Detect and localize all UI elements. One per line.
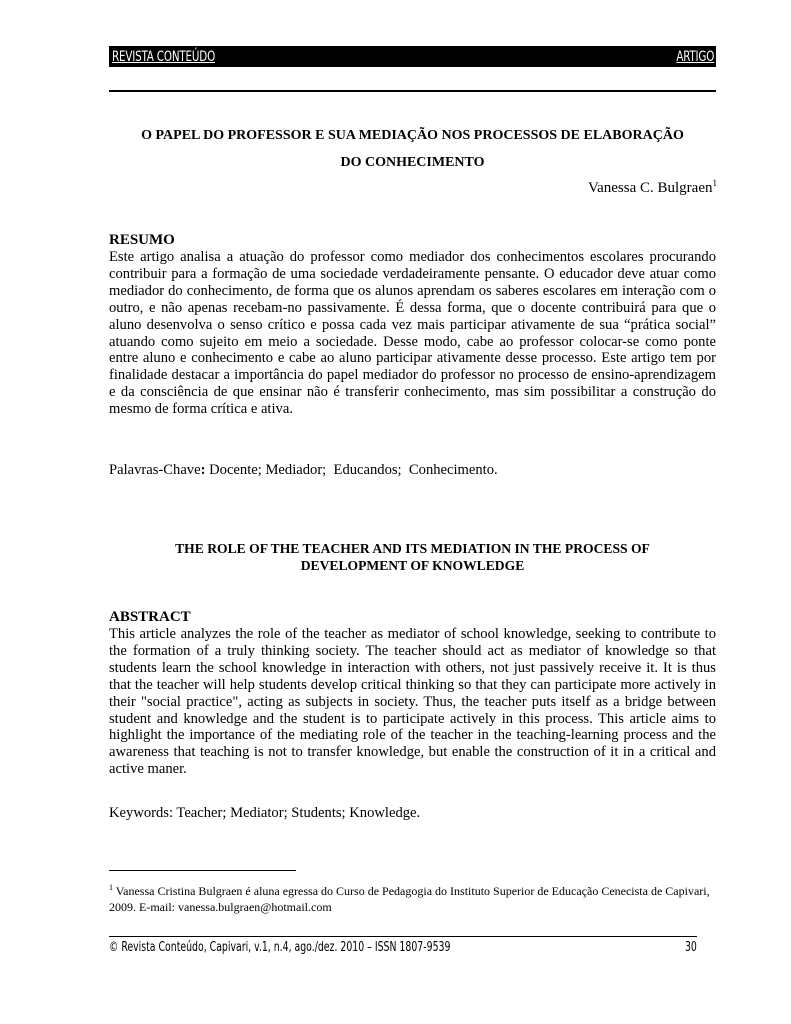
author-byline: [588, 178, 717, 197]
article-title-en-line-1: THE ROLE OF THE TEACHER AND ITS MEDIATION IN THE PROCESS OF: [175, 541, 650, 556]
footnote: [109, 880, 716, 915]
article-title-pt-line-1: O PAPEL DO PROFESSOR E SUA MEDIAÇÃO NOS PROCESSOS DE ELABORAÇÃO: [141, 128, 684, 143]
footnote-text: Vanessa Cristina Bulgraen é aluna egressa do Curso de Pedagogia do Instituto Superior de Educação Cenecista de Capivari, 2009. E-mail: vanessa.bulgraen@hotmail.com: [109, 884, 710, 914]
footer-divider: [109, 936, 697, 937]
page-number: 30: [685, 940, 697, 955]
article-title-pt: [109, 122, 716, 176]
keywords-en: Keywords: Teacher; Mediator; Students; Knowledge.: [109, 805, 421, 821]
resumo-text: Este artigo analisa a atuação do professor como mediador dos conhecimentos escolares procurando contribuir para a formação de uma sociedade verdadeiramente pensante. O educador deve atuar como mediador do conhecimento, de forma que os alunos aprendam os saberes escolares em interação com o outro, e não apenas recebam-no passivamente. É dessa forma, que o docente contribuirá para que o aluno desenvolva o senso crítico e possa cada vez mais participar ativamente de sua “prática social” atuando como sujeito em meio a sociedade. Desse modo, cabe ao professor colocar-se como ponte entre aluno e conhecimento e cabe ao aluno participar ativamente desse processo. Este artigo tem por finalidade destacar a importância do papel mediador do professor no processo de ensino-aprendizagem e da consciência de que ensinar não é transferir conhecimento, mas sim possibilitar a construção do mesmo de forma crítica e ativa.: [109, 249, 716, 418]
footer-citation: © Revista Conteúdo, Capivari, v.1, n.4, ago./dez. 2010 – ISSN 1807-9539: [109, 940, 451, 955]
palavras-chave-colon: :: [200, 462, 206, 478]
footnote-mark: 1: [109, 883, 113, 892]
article-title-en-line-2: DEVELOPMENT OF KNOWLEDGE: [300, 558, 525, 573]
resumo-heading: RESUMO: [109, 232, 175, 248]
article-title-pt-line-2: DO CONHECIMENTO: [340, 155, 485, 170]
author-footnote-mark[interactable]: 1: [712, 178, 717, 188]
abstract-text: This article analyzes the role of the teacher as mediator of school knowledge, seeking to contribute to the formation of a truly thinking society. The teacher should act as mediator of knowledge so that students learn the school knowledge in interaction with others, not just passively receive it. It is thus that the teacher will help students develop critical thinking so that they can participate more actively in their "social practice", acting as subjects in society. Thus, the teacher puts itself as a bridge between student and knowledge and the student is to participate actively in this process. This article aims to highlight the importance of the mediating role of the teacher in the teaching-learning process and the awareness that teaching is not to transfer knowledge, but enable the construction of it in a critical and active maner.: [109, 626, 716, 778]
footnote-divider: [109, 870, 296, 871]
journal-name: REVISTA CONTEÚDO: [112, 48, 216, 65]
article-title-en: [109, 540, 716, 574]
palavras-chave-list: Docente; Mediador; Educandos; Conhecimento.: [205, 462, 498, 478]
abstract-heading: ABSTRACT: [109, 609, 191, 625]
journal-header-bar: [109, 46, 716, 67]
author-name: Vanessa C. Bulgraen: [587, 180, 713, 196]
palavras-chave: [109, 462, 498, 479]
palavras-chave-label: Palavras-Chave: [109, 462, 201, 478]
section-label: ARTIGO: [676, 48, 714, 65]
header-divider: [109, 90, 716, 92]
page-footer: [109, 940, 697, 955]
